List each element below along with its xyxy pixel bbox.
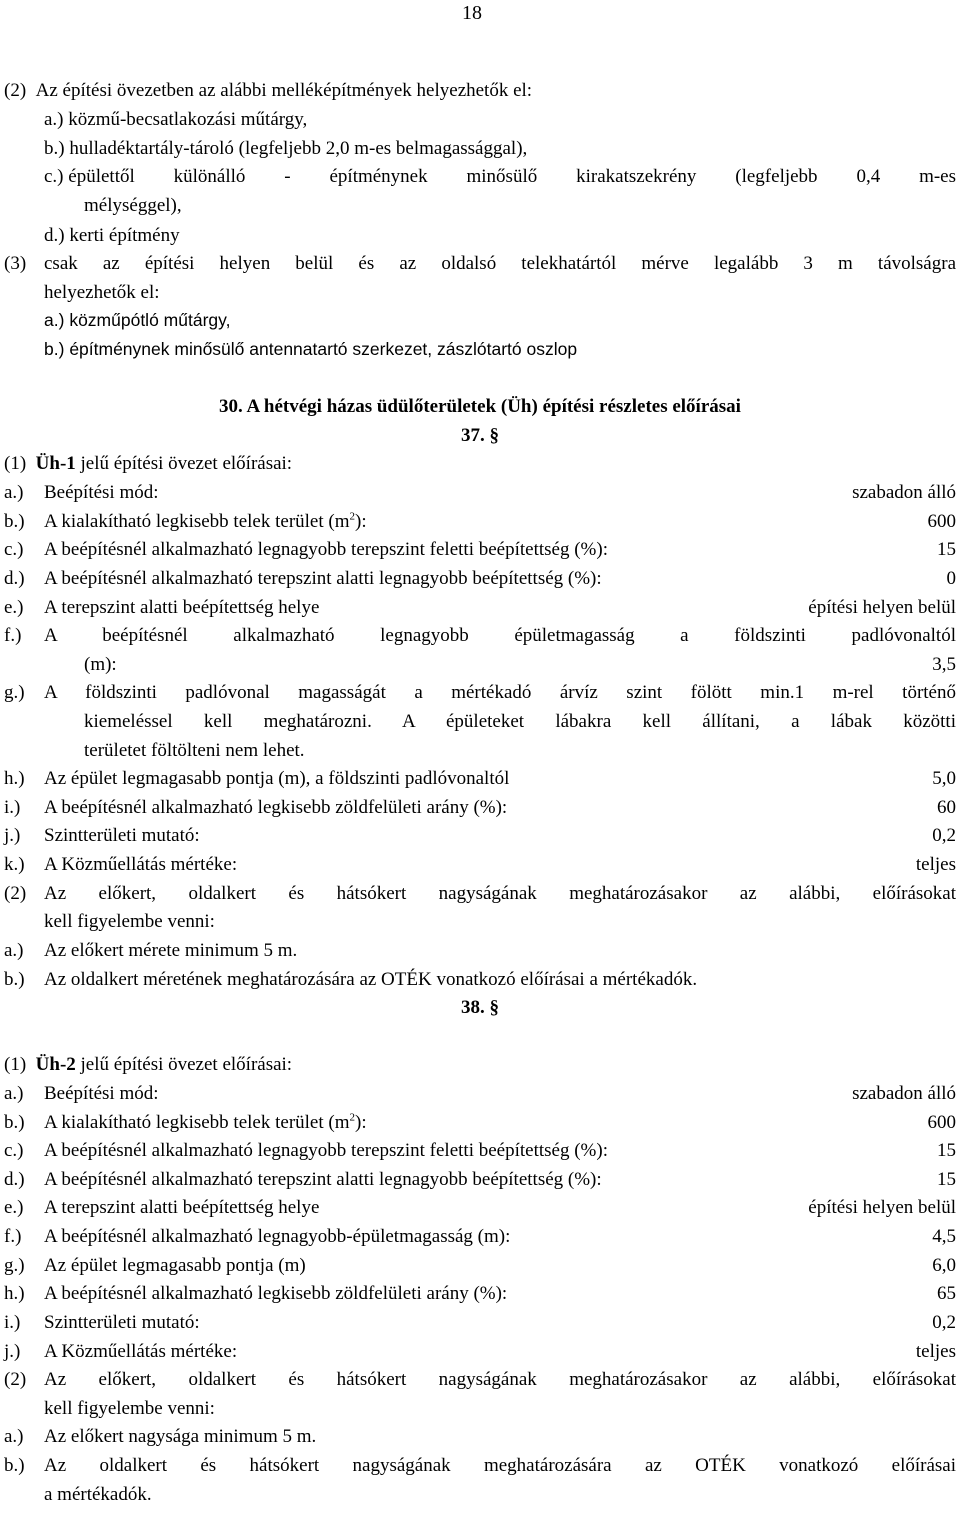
s37-row-f: f.) A beépítésnél alkalmazható legnagyobb épületmagasság a földszinti padlóvonaltól: [4, 625, 956, 646]
s29-p3-item-b: b.) építménynek minősülő antennatartó szerkezet, zászlótartó oszlop: [44, 339, 578, 359]
s38-row-j: j.) A Közműellátás mértéke: teljes: [4, 1341, 956, 1362]
s37-p2-cont: kell figyelembe venni:: [44, 911, 215, 932]
s29-item-a: a.) közmű-becsatlakozási műtárgy,: [44, 109, 308, 130]
s37-row-h: h.) Az épület legmagasabb pontja (m), a földszinti padlóvonaltól 5,0: [4, 768, 956, 789]
s37-p2-item-a: a.) Az előkert mérete minimum 5 m.: [4, 940, 298, 961]
s38-p2-item-b: b.) Az oldalkert és hátsókert nagyságának meghatározására az OTÉK vonatkozó előírásai: [4, 1455, 956, 1476]
s29-p2: (2) Az építési övezetben az alábbi melléképítmények helyezhetők el:: [4, 80, 533, 101]
s37-row-e: e.) A terepszint alatti beépítettség helye építési helyen belül: [4, 597, 956, 618]
s37-row-f-cont: (m): 3,5: [84, 654, 956, 675]
s37-p1: (1) Üh-1 jelű építési övezet előírásai:: [4, 453, 293, 474]
s37-row-i: i.) A beépítésnél alkalmazható legkisebb zöldfelületi arány (%): 60: [4, 797, 956, 818]
s37-row-g-line2: kiemeléssel kell meghatározni. A épületeket lábakra kell állítani, a lábak közötti: [84, 711, 956, 732]
s29-item-b: b.) hulladéktartály-tároló (legfeljebb 2,0 m-es belmagassággal),: [44, 138, 528, 159]
s37-row-a: a.) Beépítési mód: szabadon álló: [4, 482, 956, 503]
s38-row-e: e.) A terepszint alatti beépítettség helye építési helyen belül: [4, 1197, 956, 1218]
s38-row-i: i.) Szintterületi mutató: 0,2: [4, 1312, 956, 1333]
s29-p3-cont: helyezhetők el:: [44, 282, 160, 303]
s38-p1: (1) Üh-2 jelű építési övezet előírásai:: [4, 1054, 293, 1075]
page-number: 18: [462, 2, 482, 24]
s37-row-d: d.) A beépítésnél alkalmazható terepszint alatti legnagyobb beépítettség (%): 0: [4, 568, 956, 589]
s37-row-b: b.) A kialakítható legkisebb telek terület $(m^2)$: 600: [4, 510, 956, 532]
chapter-heading: 30. A hétvégi házas üdülőterületek (Üh) építési részletes előírásai: [219, 396, 741, 417]
s37-row-j: j.) Szintterületi mutató: 0,2: [4, 825, 956, 846]
s37-row-g-line3: területet föltölteni nem lehet.: [84, 740, 305, 761]
s37-row-k: k.) A Közműellátás mértéke: teljes: [4, 854, 956, 875]
s29-item-c: c.) épülettől különálló - építménynek minősülő kirakatszekrény (legfeljebb 0,4 m-es: [44, 166, 956, 187]
s38-row-g: g.) Az épület legmagasabb pontja (m) 6,0: [4, 1255, 956, 1276]
s37-row-c: c.) A beépítésnél alkalmazható legnagyobb terepszint feletti beépítettség (%): 15: [4, 539, 956, 560]
s38-p2: (2) Az előkert, oldalkert és hátsókert nagyságának meghatározásakor az alábbi, előírásokat: [4, 1369, 956, 1390]
s38-row-c: c.) A beépítésnél alkalmazható legnagyobb terepszint feletti beépítettség (%): 15: [4, 1140, 956, 1161]
s38-p2-item-b-cont: a mértékadók.: [44, 1484, 152, 1505]
s38-number: 38. §: [461, 997, 499, 1018]
s38-p2-item-a: a.) Az előkert nagysága minimum 5 m.: [4, 1426, 317, 1447]
s38-row-d: d.) A beépítésnél alkalmazható terepszint alatti legnagyobb beépítettség (%): 15: [4, 1169, 956, 1190]
s38-row-f: f.) A beépítésnél alkalmazható legnagyobb-épületmagasság (m): 4,5: [4, 1226, 956, 1247]
s29-item-c-cont: mélységgel),: [84, 195, 182, 216]
s38-row-b: b.) A kialakítható legkisebb telek terület $(m^2)$: 600: [4, 1111, 956, 1133]
s38-p2-cont: kell figyelembe venni:: [44, 1398, 215, 1419]
s38-row-h: h.) A beépítésnél alkalmazható legkisebb zöldfelületi arány (%): 65: [4, 1283, 956, 1304]
s37-number: 37. §: [461, 425, 499, 446]
s29-item-d: d.) kerti építmény: [44, 225, 180, 246]
s29-p3: (3) csak az építési helyen belül és az oldalsó telekhatártól mérve legalább 3 m távolságra: [4, 253, 956, 274]
s38-row-a: a.) Beépítési mód: szabadon álló: [4, 1083, 956, 1104]
s37-p2: (2) Az előkert, oldalkert és hátsókert nagyságának meghatározásakor az alábbi, előírásokat: [4, 883, 956, 904]
s29-p3-item-a: a.) közműpótló műtárgy,: [44, 310, 231, 330]
s37-p2-item-b: b.) Az oldalkert méretének meghatározására az OTÉK vonatkozó előírásai a mértékadók.: [4, 969, 698, 990]
s37-row-g: g.) A földszinti padlóvonal magasságát a mértékadó árvíz szint fölött min.1 m-rel történő: [4, 682, 956, 703]
